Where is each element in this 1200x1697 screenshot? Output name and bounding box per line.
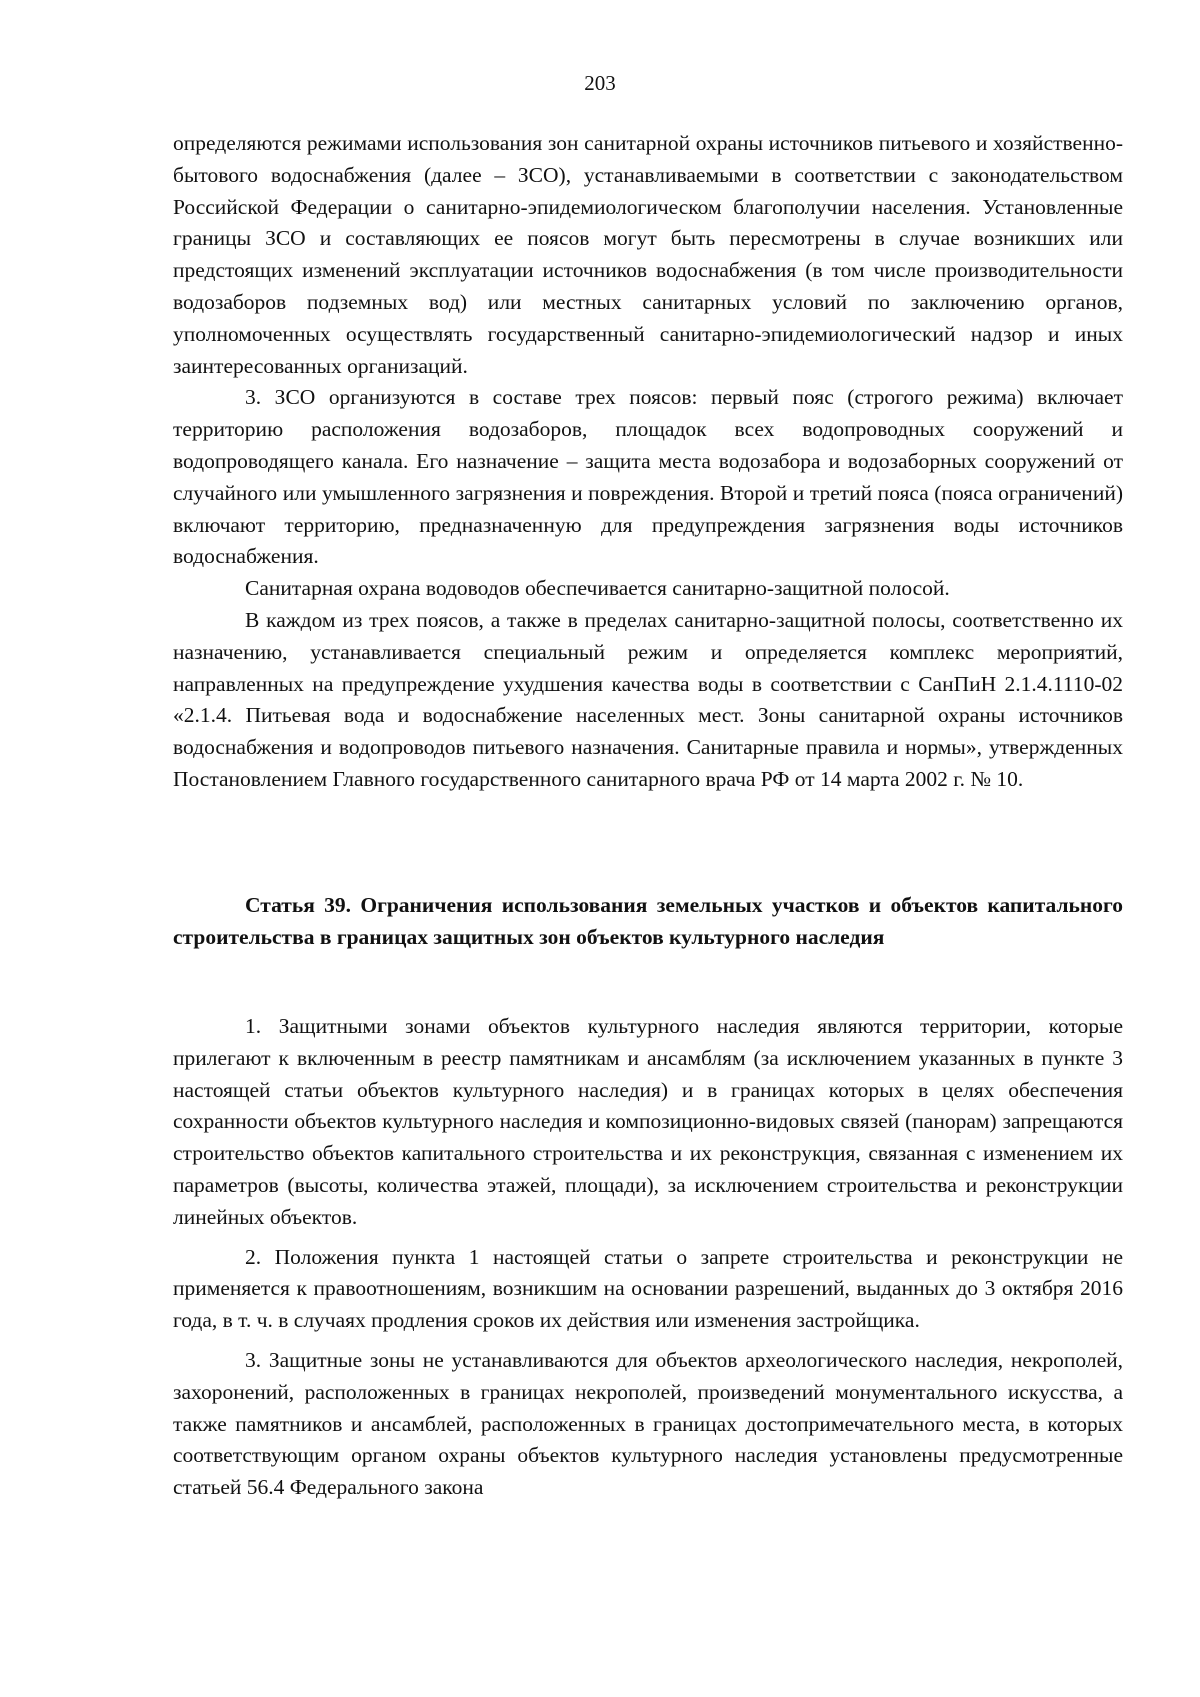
page-number: 203 (584, 71, 616, 95)
text-block-top (173, 128, 1123, 796)
paragraph-continuation: определяются режимами использования зон санитарной охраны источников питьевого и хозяйственно-бытового водоснабжения (далее – ЗСО), устанавливаемыми в соответствии с законодательством Российской Федерации о санитарно-эпидемиологическом благополучии населения. Установленные границы ЗСО и составляющих ее поясов могут быть пересмотрены в случае возникших или предстоящих изменений эксплуатации источников водоснабжения (в том числе производительности водозаборов подземных вод) или местных санитарных условий по заключению органов, уполномоченных осуществлять государственный санитарно-эпидемиологический надзор и иных заинтересованных организаций. (173, 131, 1123, 378)
paragraph-article-39-item-3: 3. Защитные зоны не устанавливаются для объектов археологического наследия, некрополей, захоронений, расположенных в границах некрополей, произведений монументального искусства, а также памятников и ансамблей, расположенных в границах достопримечательного места, в которых соответствующим органом охраны объектов культурного наследия установлены предусмотренные статьей 56.4 Федерального закона (173, 1347, 1123, 1500)
text-block-bottom (173, 1011, 1123, 1512)
paragraph-sanpin: В каждом из трех поясов, а также в пределах санитарно-защитной полосы, соответственно их назначению, устанавливается специальный режим и определяется комплекс мероприятий, направленных на предупреждение ухудшения качества воды в соответствии с СанПиН 2.1.4.1110-02 «2.1.4. Питьевая вода и водоснабжение населенных мест. Зоны санитарной охраны источников водоснабжения и водопроводов питьевого назначения. Санитарные правила и нормы», утвержденных Постановлением Главного государственного санитарного врача РФ от 14 марта 2002 г. № 10. (173, 607, 1123, 791)
paragraph-water-lines: Санитарная охрана водоводов обеспечивается санитарно-защитной полосой. (245, 576, 950, 601)
paragraph-zso-belts: 3. ЗСО организуются в составе трех поясов: первый пояс (строгого режима) включает территорию расположения водозаборов, площадок всех водопроводных сооружений и водопроводящего канала. Его назначение – защита места водозабора и водозаборных сооружений от случайного или умышленного загрязнения и повреждения. Второй и третий пояса (пояса ограничений) включают территорию, предназначенную для предупреждения загрязнения воды источников водоснабжения. (173, 385, 1123, 569)
paragraph-article-39-item-2: 2. Положения пункта 1 настоящей статьи о запрете строительства и реконструкции не применяется к правоотношениям, возникшим на основании разрешений, выданных до 3 октября 2016 года, в т. ч. в случаях продления сроков их действия или изменения застройщика. (173, 1244, 1123, 1333)
article-39-heading: Статья 39. Ограничения использования земельных участков и объектов капитального строительства в границах защитных зон объектов культурного наследия (173, 893, 1123, 949)
paragraph-article-39-item-1: 1. Защитными зонами объектов культурного наследия являются территории, которые прилегают к включенным в реестр памятникам и ансамблям (за исключением указанных в пункте 3 настоящей статьи объектов культурного наследия) и в границах которых в целях обеспечения сохранности объектов культурного наследия и композиционно-видовых связей (панорам) запрещаются строительство объектов капитального строительства и их реконструкция, связанная с изменением их параметров (высоты, количества этажей, площади), за исключением строительства и реконструкции линейных объектов. (173, 1014, 1123, 1229)
